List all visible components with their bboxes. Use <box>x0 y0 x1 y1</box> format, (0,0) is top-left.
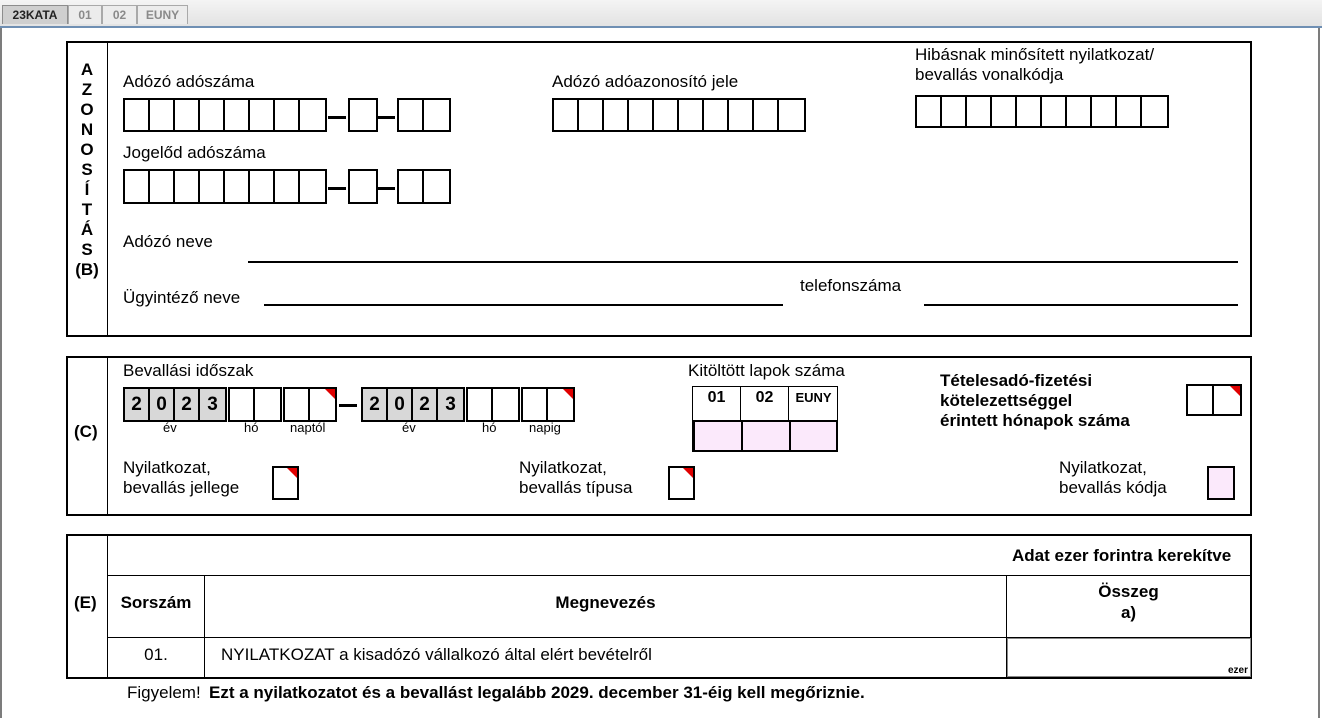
year-to-digit: 0 <box>388 389 413 420</box>
digit-cell[interactable] <box>604 100 629 130</box>
digit-cell[interactable] <box>255 389 280 420</box>
dash <box>377 187 395 190</box>
digit-cell[interactable] <box>399 100 424 130</box>
table-col-rule <box>204 575 205 677</box>
digit-cell[interactable] <box>300 171 325 202</box>
digit-cell[interactable] <box>523 389 548 420</box>
tab-underline <box>0 26 1322 28</box>
section-b-side-label <box>70 60 104 280</box>
tab-23kata[interactable]: 23KATA <box>2 5 68 24</box>
dash <box>328 187 346 190</box>
page-right-edge <box>1318 28 1320 718</box>
ezer-forint-note: Adat ezer forintra kerekítve <box>1012 546 1232 565</box>
jogelod-label: Jogelőd adószáma <box>123 143 266 162</box>
pages-count-01[interactable] <box>693 420 743 452</box>
footer-warning-text: Ezt a nyilatkozatot és a bevallást legalább 2029. december 31-éig kell megőriznie. <box>209 683 865 702</box>
side-label-letter: Í <box>84 180 90 199</box>
digit-cell[interactable] <box>350 171 376 202</box>
sub-ev-label: év <box>402 420 416 435</box>
digit-cell[interactable] <box>967 97 992 126</box>
row-number: 01. <box>144 645 168 664</box>
digit-cell[interactable] <box>548 389 573 420</box>
year-to-digit: 3 <box>445 394 456 415</box>
digit-cell[interactable] <box>1092 97 1117 126</box>
digit-cell[interactable] <box>754 100 779 130</box>
digit-cell[interactable] <box>125 171 150 202</box>
tab-01[interactable]: 01 <box>68 5 102 24</box>
kodja-label-line2: bevallás kódja <box>1059 478 1167 497</box>
digit-cell[interactable] <box>942 97 967 126</box>
ugyintezo-neve-label: Ügyintéző neve <box>123 288 241 307</box>
kitoltott-lapok-label: Kitöltött lapok száma <box>688 361 845 380</box>
side-label-letter: O <box>80 100 94 119</box>
adoszama-main-digits[interactable] <box>123 98 327 132</box>
dash <box>328 116 346 119</box>
digit-cell[interactable] <box>679 100 704 130</box>
jogelod-main-digits[interactable] <box>123 169 327 204</box>
pages-header-02: 02 <box>741 387 789 420</box>
adozo-neve-field[interactable] <box>248 261 1238 263</box>
side-label-letter: T <box>81 200 93 219</box>
col-sorszam-header: Sorszám <box>120 593 192 612</box>
digit-cell[interactable] <box>579 100 604 130</box>
digit-cell[interactable] <box>399 171 424 202</box>
jogelod-county-digits[interactable] <box>397 169 451 204</box>
sub-naptol-label: naptól <box>290 420 326 435</box>
side-label-letter: Á <box>80 220 94 239</box>
digit-cell[interactable] <box>230 389 255 420</box>
ado-adoszama-label: Adózó adószáma <box>123 72 255 91</box>
kodja-label-line1: Nyilatkozat, <box>1059 458 1147 477</box>
sub-ho-label: hó <box>482 420 497 435</box>
ugyintezo-neve-field[interactable] <box>264 304 783 306</box>
digit-cell[interactable] <box>1117 97 1142 126</box>
ezer-unit-label: ezer <box>1228 665 1249 676</box>
digit-cell[interactable] <box>285 389 310 420</box>
bevallas-kodja-field[interactable] <box>1207 466 1235 500</box>
tetel-honapok-digits[interactable] <box>1186 384 1242 416</box>
digit-cell[interactable] <box>150 100 175 130</box>
adoszama-vat-digit[interactable] <box>348 98 378 132</box>
sub-napig-label: napig <box>529 420 561 435</box>
pages-header-01: 01 <box>693 387 741 420</box>
col-osszeg-header: Összeg <box>1098 582 1159 601</box>
digit-cell[interactable] <box>250 171 275 202</box>
tipusa-label-line2: bevallás típusa <box>519 478 633 497</box>
digit-cell[interactable] <box>1017 97 1042 126</box>
section-e-side-label: (E) <box>74 593 97 612</box>
year-from-digit: 2 <box>175 389 200 420</box>
jogelod-vat-digit[interactable] <box>348 169 378 204</box>
vonalkod-digits[interactable] <box>915 95 1169 128</box>
digit-cell[interactable] <box>917 97 942 126</box>
year-from-digit: 0 <box>150 389 175 420</box>
digit-cell[interactable] <box>225 171 250 202</box>
telefonszama-label: telefonszáma <box>800 276 902 295</box>
digit-cell[interactable] <box>704 100 729 130</box>
digit-cell[interactable] <box>350 100 376 130</box>
adozo-neve-label: Adózó neve <box>123 232 213 251</box>
side-label-letter: N <box>80 120 94 139</box>
tab-euny[interactable]: EUNY <box>137 5 188 24</box>
digit-cell[interactable] <box>424 171 449 202</box>
pages-table <box>692 386 838 452</box>
digit-cell[interactable] <box>275 171 300 202</box>
side-label-letter: S <box>81 240 93 259</box>
digit-cell[interactable] <box>729 100 754 130</box>
digit-cell[interactable] <box>1188 386 1214 414</box>
side-label-letter: O <box>80 140 94 159</box>
year-to-digit: 2 <box>413 389 438 420</box>
digit-cell[interactable] <box>1214 386 1240 414</box>
digit-cell[interactable] <box>779 100 804 130</box>
digit-cell[interactable] <box>493 389 518 420</box>
ado-adoazonosito-label: Adózó adóazonosító jele <box>552 72 739 91</box>
side-label-letter: Z <box>81 80 93 99</box>
tab-bar <box>0 0 1322 28</box>
page-left-edge <box>0 28 2 718</box>
tab-02[interactable]: 02 <box>102 5 137 24</box>
jellege-label-line2: bevallás jellege <box>123 478 240 497</box>
table-rule <box>107 575 1251 576</box>
digit-cell[interactable] <box>654 100 679 130</box>
digit-cell[interactable] <box>468 389 493 420</box>
day-from-digits[interactable] <box>283 387 337 422</box>
side-label-letter: A <box>80 60 94 79</box>
tipusa-label-line1: Nyilatkozat, <box>519 458 607 477</box>
adoszama-county-digits[interactable] <box>397 98 451 132</box>
digit-cell[interactable] <box>175 171 200 202</box>
month-from-digits[interactable] <box>228 387 282 422</box>
digit-cell[interactable] <box>250 100 275 130</box>
digit-cell[interactable] <box>629 100 654 130</box>
sub-ho-label: hó <box>244 420 259 435</box>
digit-cell[interactable] <box>992 97 1017 126</box>
bevallasi-idoszak-label: Bevallási időszak <box>123 361 254 380</box>
tetel-label-line3: érintett hónapok száma <box>940 411 1130 430</box>
bevallas-jellege-field[interactable] <box>272 466 299 500</box>
section-b-divider <box>107 41 108 337</box>
row-description: NYILATKOZAT a kisadózó vállalkozó által elért bevételről <box>221 645 652 664</box>
pages-header-euny: EUNY <box>795 390 832 405</box>
digit-cell[interactable] <box>1042 97 1067 126</box>
dash <box>377 116 395 119</box>
digit-cell[interactable] <box>1067 97 1092 126</box>
year-from-box <box>123 387 227 422</box>
section-c-divider <box>107 356 108 516</box>
digit-cell[interactable] <box>1142 97 1167 126</box>
dash <box>339 404 357 407</box>
digit-cell[interactable] <box>275 100 300 130</box>
year-to-digit: 2 <box>363 389 388 420</box>
bevallas-tipusa-field[interactable] <box>668 466 695 500</box>
pages-count-02[interactable] <box>741 420 791 452</box>
digit-cell[interactable] <box>424 100 449 130</box>
digit-cell[interactable] <box>310 389 335 420</box>
month-to-digits[interactable] <box>466 387 520 422</box>
section-c-side-label: (C) <box>74 422 98 441</box>
side-label-code: (B) <box>75 260 99 279</box>
day-to-digits[interactable] <box>521 387 575 422</box>
digit-cell[interactable] <box>175 100 200 130</box>
hibas-label-line1: Hibásnak minősített nyilatkozat/ <box>915 45 1155 64</box>
telefonszama-field[interactable] <box>924 304 1238 306</box>
digit-cell[interactable] <box>200 100 225 130</box>
jellege-label-line1: Nyilatkozat, <box>123 458 211 477</box>
year-from-digit: 2 <box>125 389 150 420</box>
footer-warning-prefix: Figyelem! <box>127 683 201 702</box>
pages-count-euny[interactable] <box>789 420 838 452</box>
hibas-label-line2: bevallás vonalkódja <box>915 65 1064 84</box>
tetel-label-line1: Tételesadó-fizetési <box>940 371 1093 390</box>
col-megnevezes-header: Megnevezés <box>555 593 656 612</box>
tetel-label-line2: kötelezettséggel <box>940 391 1073 410</box>
col-osszeg-subheader: a) <box>1120 603 1137 622</box>
digit-cell[interactable] <box>200 171 225 202</box>
adoazonosito-digits[interactable] <box>552 98 806 132</box>
digit-cell[interactable] <box>300 100 325 130</box>
side-label-letter: S <box>81 160 93 179</box>
digit-cell[interactable] <box>125 100 150 130</box>
year-to-box <box>361 387 465 422</box>
digit-cell[interactable] <box>554 100 579 130</box>
year-from-digit: 3 <box>207 394 218 415</box>
osszeg-input[interactable] <box>1007 638 1251 677</box>
sub-ev-label: év <box>163 420 177 435</box>
digit-cell[interactable] <box>150 171 175 202</box>
digit-cell[interactable] <box>225 100 250 130</box>
